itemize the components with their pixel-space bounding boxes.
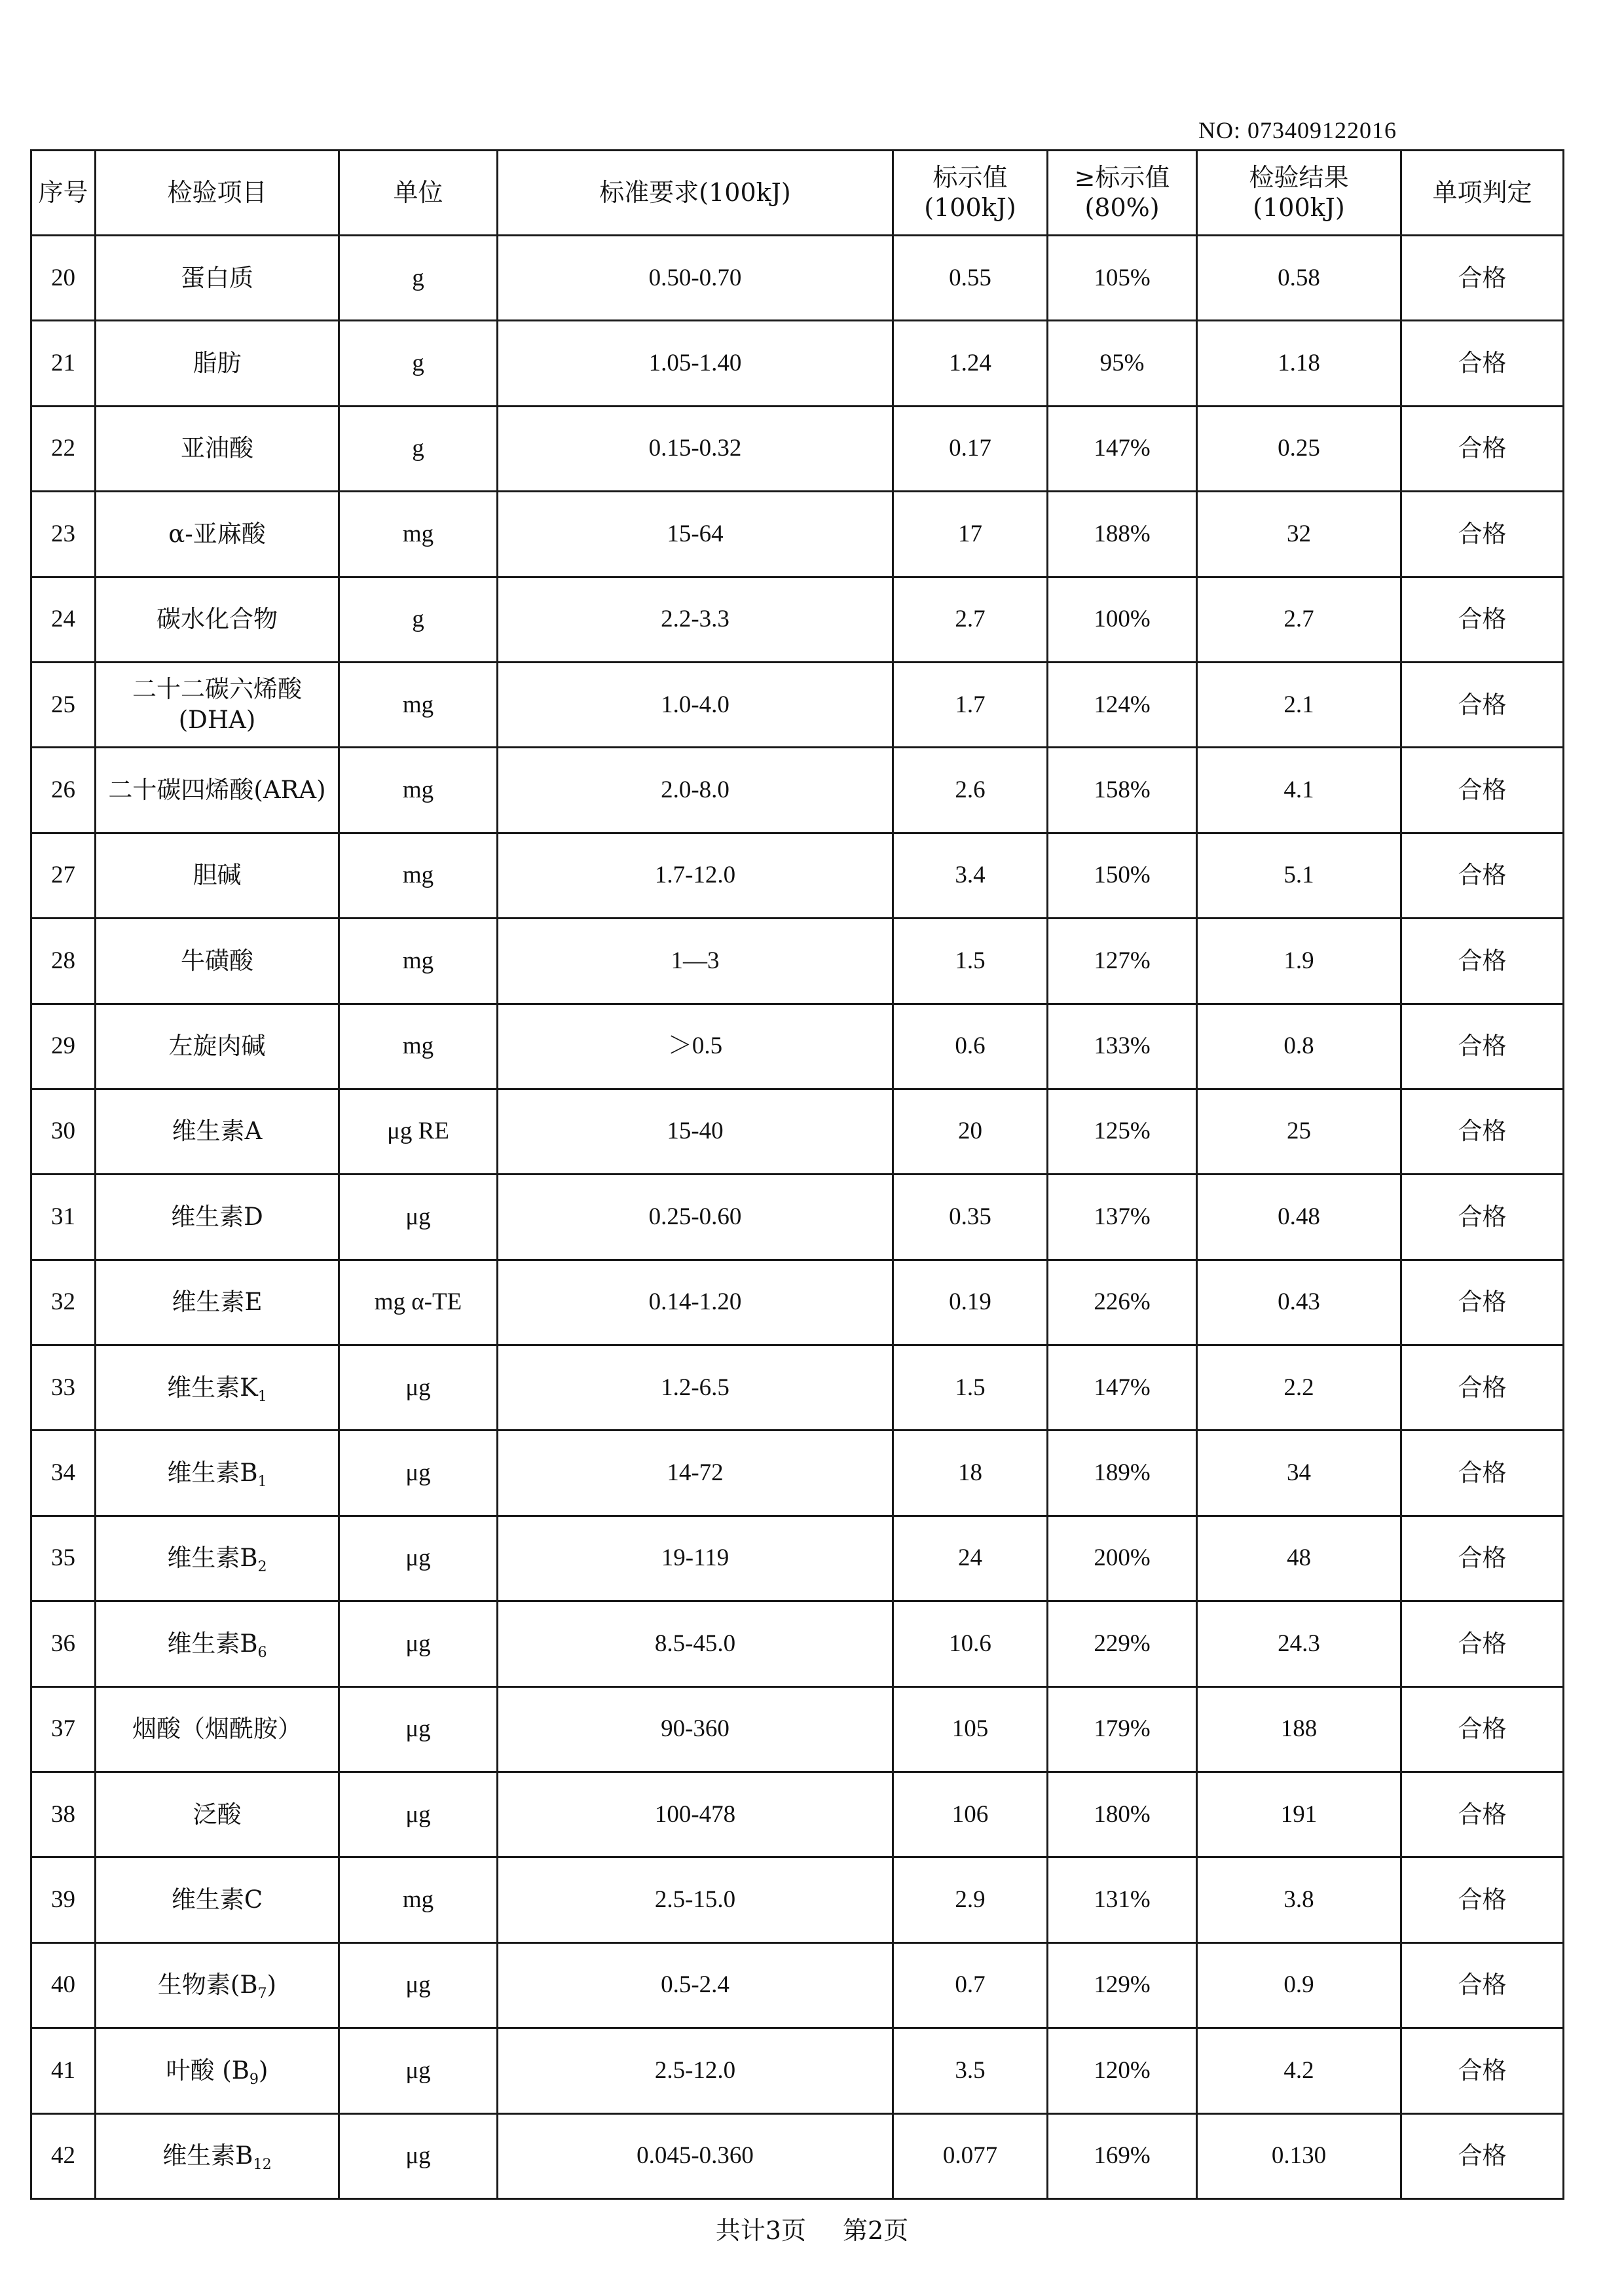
cell-seq: 41 (31, 2028, 96, 2113)
cell-result: 5.1 (1197, 833, 1401, 918)
cell-standard: 1.2-6.5 (498, 1345, 893, 1430)
header-result-line2: (100kJ) (1253, 192, 1345, 222)
cell-percent: 200% (1048, 1516, 1197, 1601)
item-name: 叶酸 (B (166, 2056, 249, 2085)
cell-unit: μg (339, 1175, 498, 1260)
cell-standard: 2.5-15.0 (498, 1857, 893, 1942)
cell-percent: 226% (1048, 1260, 1197, 1345)
cell-seq: 42 (31, 2113, 96, 2198)
cell-result: 191 (1197, 1772, 1401, 1857)
cell-result: 2.1 (1197, 662, 1401, 747)
cell-unit: mg (339, 662, 498, 747)
cell-standard: 19-119 (498, 1516, 893, 1601)
item-name: 烟酸（烟酰胺） (132, 1715, 302, 1743)
cell-verdict: 合格 (1401, 833, 1564, 918)
cell-percent: 95% (1048, 321, 1197, 406)
cell-seq: 34 (31, 1430, 96, 1516)
cell-declared: 106 (893, 1772, 1048, 1857)
cell-result: 0.58 (1197, 236, 1401, 321)
cell-seq: 23 (31, 492, 96, 577)
item-name: 泛酸 (193, 1800, 242, 1829)
cell-seq: 37 (31, 1686, 96, 1772)
item-name: α-亚麻酸 (168, 519, 266, 548)
cell-seq: 21 (31, 321, 96, 406)
item-name: 维生素A (172, 1117, 263, 1146)
cell-verdict: 合格 (1401, 492, 1564, 577)
cell-result: 0.9 (1197, 1942, 1401, 2028)
table-row (31, 919, 1564, 1004)
cell-declared: 18 (893, 1430, 1048, 1516)
cell-declared: 0.55 (893, 236, 1048, 321)
cell-result: 2.7 (1197, 577, 1401, 662)
cell-percent: 147% (1048, 406, 1197, 491)
table-body (31, 236, 1564, 2199)
cell-seq: 39 (31, 1857, 96, 1942)
cell-percent: 131% (1048, 1857, 1197, 1942)
cell-unit: mg (339, 919, 498, 1004)
item-name: 维生素E (172, 1288, 263, 1317)
cell-item (96, 406, 339, 491)
cell-seq: 40 (31, 1942, 96, 2028)
cell-unit: μg (339, 1601, 498, 1686)
cell-result: 4.1 (1197, 748, 1401, 833)
cell-standard: 0.15-0.32 (498, 406, 893, 491)
header-percent-line2: (80%) (1084, 192, 1160, 222)
cell-item (96, 577, 339, 662)
cell-declared: 0.7 (893, 1942, 1048, 2028)
current-page: 第2页 (843, 2216, 909, 2245)
header-result (1197, 151, 1401, 236)
cell-item (96, 2028, 339, 2113)
cell-verdict: 合格 (1401, 1772, 1564, 1857)
cell-unit: g (339, 406, 498, 491)
cell-verdict: 合格 (1401, 1430, 1564, 1516)
cell-seq: 24 (31, 577, 96, 662)
cell-seq: 20 (31, 236, 96, 321)
cell-item (96, 748, 339, 833)
cell-result: 24.3 (1197, 1601, 1401, 1686)
table-row (31, 236, 1564, 321)
header-item: 检验项目 (96, 151, 339, 236)
cell-declared: 2.6 (893, 748, 1048, 833)
cell-result: 0.43 (1197, 1260, 1401, 1345)
cell-item (96, 1175, 339, 1260)
item-name-line2: (DHA) (178, 705, 256, 734)
cell-percent: 127% (1048, 919, 1197, 1004)
item-subscript: 1 (257, 1387, 267, 1405)
cell-verdict: 合格 (1401, 236, 1564, 321)
cell-standard: 1.0-4.0 (498, 662, 893, 747)
cell-unit: g (339, 577, 498, 662)
cell-item (96, 492, 339, 577)
cell-result: 34 (1197, 1430, 1401, 1516)
cell-seq: 35 (31, 1516, 96, 1601)
inspection-results-table (30, 149, 1564, 2200)
cell-result: 2.2 (1197, 1345, 1401, 1430)
cell-declared: 1.7 (893, 662, 1048, 747)
cell-item (96, 321, 339, 406)
cell-standard: 15-64 (498, 492, 893, 577)
cell-standard: 1.05-1.40 (498, 321, 893, 406)
item-subscript: 9 (249, 2070, 259, 2088)
cell-item (96, 1601, 339, 1686)
cell-result: 0.25 (1197, 406, 1401, 491)
cell-item (96, 1942, 339, 2028)
cell-percent: 189% (1048, 1430, 1197, 1516)
cell-declared: 105 (893, 1686, 1048, 1772)
cell-declared: 0.6 (893, 1004, 1048, 1089)
table-row (31, 1430, 1564, 1516)
table-row (31, 1089, 1564, 1174)
total-pages: 共计3页 (715, 2216, 806, 2245)
item-subscript: 1 (257, 1472, 267, 1490)
cell-percent: 105% (1048, 236, 1197, 321)
cell-item (96, 1430, 339, 1516)
item-subscript: 2 (257, 1558, 267, 1576)
cell-result: 0.48 (1197, 1175, 1401, 1260)
cell-verdict: 合格 (1401, 406, 1564, 491)
item-name: 碳水化合物 (157, 605, 278, 634)
cell-result: 0.130 (1197, 2113, 1401, 2198)
table-header-row (31, 151, 1564, 236)
item-name: 维生素B (167, 1629, 258, 1658)
item-name: 二十二碳六烯酸 (132, 675, 302, 704)
cell-item (96, 236, 339, 321)
cell-standard: 0.14-1.20 (498, 1260, 893, 1345)
cell-declared: 20 (893, 1089, 1048, 1174)
cell-item (96, 919, 339, 1004)
cell-seq: 25 (31, 662, 96, 747)
cell-item (96, 1004, 339, 1089)
cell-percent: 129% (1048, 1942, 1197, 2028)
cell-seq: 29 (31, 1004, 96, 1089)
cell-result: 48 (1197, 1516, 1401, 1601)
cell-verdict: 合格 (1401, 1345, 1564, 1430)
header-standard: 标准要求(100kJ) (498, 151, 893, 236)
cell-percent: 169% (1048, 2113, 1197, 2198)
cell-declared: 0.19 (893, 1260, 1048, 1345)
item-name: 脂肪 (193, 348, 242, 377)
cell-verdict: 合格 (1401, 1516, 1564, 1601)
cell-declared: 24 (893, 1516, 1048, 1601)
item-name: 维生素B (167, 1459, 258, 1487)
header-percent-line1: ≥标示值 (1074, 162, 1170, 192)
item-subscript: 12 (253, 2155, 272, 2173)
table-row (31, 1260, 1564, 1345)
cell-declared: 2.9 (893, 1857, 1048, 1942)
cell-standard: 0.25-0.60 (498, 1175, 893, 1260)
cell-standard: 0.5-2.4 (498, 1942, 893, 2028)
cell-percent: 137% (1048, 1175, 1197, 1260)
cell-item (96, 662, 339, 747)
item-name: 亚油酸 (181, 434, 253, 463)
cell-declared: 3.4 (893, 833, 1048, 918)
cell-item (96, 1516, 339, 1601)
item-name: 左旋肉碱 (168, 1032, 266, 1061)
cell-verdict: 合格 (1401, 1686, 1564, 1772)
item-name: 牛磺酸 (181, 946, 253, 975)
cell-standard: 0.50-0.70 (498, 236, 893, 321)
cell-declared: 2.7 (893, 577, 1048, 662)
table-row (31, 2028, 1564, 2113)
header-seq: 序号 (31, 151, 96, 236)
item-name: 生物素(B (157, 1971, 258, 1999)
cell-verdict: 合格 (1401, 1857, 1564, 1942)
cell-unit: mg α-TE (339, 1260, 498, 1345)
table-row (31, 1345, 1564, 1430)
cell-unit: mg (339, 1857, 498, 1942)
cell-percent: 124% (1048, 662, 1197, 747)
cell-percent: 188% (1048, 492, 1197, 577)
cell-declared: 10.6 (893, 1601, 1048, 1686)
cell-unit: mg (339, 748, 498, 833)
cell-unit: μg RE (339, 1089, 498, 1174)
cell-result: 1.18 (1197, 321, 1401, 406)
cell-unit: μg (339, 1430, 498, 1516)
cell-standard: 2.5-12.0 (498, 2028, 893, 2113)
item-name: 维生素C (171, 1885, 263, 1914)
cell-standard: 1.7-12.0 (498, 833, 893, 918)
cell-unit: μg (339, 1345, 498, 1430)
item-subscript: 6 (257, 1643, 267, 1661)
cell-item (96, 1686, 339, 1772)
cell-verdict: 合格 (1401, 577, 1564, 662)
cell-verdict: 合格 (1401, 1175, 1564, 1260)
cell-verdict: 合格 (1401, 662, 1564, 747)
cell-declared: 3.5 (893, 2028, 1048, 2113)
table-row (31, 662, 1564, 747)
table-row (31, 1772, 1564, 1857)
cell-verdict: 合格 (1401, 2028, 1564, 2113)
header-declared (893, 151, 1048, 236)
cell-item (96, 2113, 339, 2198)
cell-standard: 90-360 (498, 1686, 893, 1772)
cell-percent: 100% (1048, 577, 1197, 662)
cell-percent: 229% (1048, 1601, 1197, 1686)
cell-item (96, 1260, 339, 1345)
cell-verdict: 合格 (1401, 1942, 1564, 2028)
report-number: NO: 073409122016 (1198, 117, 1397, 143)
header-declared-line2: (100kJ) (924, 192, 1016, 222)
item-name: 胆碱 (193, 861, 242, 890)
cell-percent: 133% (1048, 1004, 1197, 1089)
table-row (31, 577, 1564, 662)
cell-seq: 33 (31, 1345, 96, 1430)
cell-seq: 32 (31, 1260, 96, 1345)
cell-unit: μg (339, 2113, 498, 2198)
cell-seq: 36 (31, 1601, 96, 1686)
cell-result: 0.8 (1197, 1004, 1401, 1089)
cell-standard: 100-478 (498, 1772, 893, 1857)
header-result-line1: 检验结果 (1249, 162, 1349, 192)
cell-result: 32 (1197, 492, 1401, 577)
cell-declared: 17 (893, 492, 1048, 577)
cell-percent: 180% (1048, 1772, 1197, 1857)
cell-verdict: 合格 (1401, 1089, 1564, 1174)
cell-result: 1.9 (1197, 919, 1401, 1004)
table-row (31, 1601, 1564, 1686)
cell-verdict: 合格 (1401, 748, 1564, 833)
cell-unit: g (339, 321, 498, 406)
cell-seq: 30 (31, 1089, 96, 1174)
cell-seq: 27 (31, 833, 96, 918)
item-name: 二十碳四烯酸(ARA) (108, 775, 326, 804)
cell-standard: 15-40 (498, 1089, 893, 1174)
cell-seq: 38 (31, 1772, 96, 1857)
table-row (31, 2113, 1564, 2198)
table-row (31, 321, 1564, 406)
cell-declared: 1.5 (893, 919, 1048, 1004)
table-row (31, 1004, 1564, 1089)
cell-standard: 14-72 (498, 1430, 893, 1516)
table-row (31, 1857, 1564, 1942)
cell-unit: μg (339, 1516, 498, 1601)
header-unit: 单位 (339, 151, 498, 236)
cell-standard: 2.2-3.3 (498, 577, 893, 662)
item-suffix: ) (259, 2056, 268, 2085)
cell-unit: μg (339, 2028, 498, 2113)
cell-item (96, 1772, 339, 1857)
cell-seq: 26 (31, 748, 96, 833)
cell-standard: ＞0.5 (498, 1004, 893, 1089)
cell-percent: 125% (1048, 1089, 1197, 1174)
cell-item (96, 1345, 339, 1430)
header-declared-line1: 标示值 (932, 162, 1008, 192)
cell-unit: mg (339, 1004, 498, 1089)
cell-unit: g (339, 236, 498, 321)
cell-standard: 8.5-45.0 (498, 1601, 893, 1686)
cell-verdict: 合格 (1401, 1601, 1564, 1686)
cell-seq: 22 (31, 406, 96, 491)
cell-percent: 158% (1048, 748, 1197, 833)
cell-verdict: 合格 (1401, 2113, 1564, 2198)
cell-declared: 0.35 (893, 1175, 1048, 1260)
cell-result: 25 (1197, 1089, 1401, 1174)
cell-unit: μg (339, 1942, 498, 2028)
cell-verdict: 合格 (1401, 1260, 1564, 1345)
cell-standard: 0.045-0.360 (498, 2113, 893, 2198)
cell-unit: μg (339, 1772, 498, 1857)
table-row (31, 1686, 1564, 1772)
item-name: 维生素K (167, 1373, 258, 1402)
page-footer (0, 2210, 1624, 2247)
cell-result: 4.2 (1197, 2028, 1401, 2113)
cell-item (96, 1857, 339, 1942)
cell-result: 3.8 (1197, 1857, 1401, 1942)
cell-declared: 1.24 (893, 321, 1048, 406)
cell-unit: mg (339, 492, 498, 577)
table-row (31, 833, 1564, 918)
cell-seq: 31 (31, 1175, 96, 1260)
cell-percent: 179% (1048, 1686, 1197, 1772)
cell-percent: 147% (1048, 1345, 1197, 1430)
item-name: 维生素B (162, 2141, 253, 2170)
cell-item (96, 1089, 339, 1174)
table-row (31, 748, 1564, 833)
cell-unit: mg (339, 833, 498, 918)
cell-declared: 0.17 (893, 406, 1048, 491)
header-percent (1048, 151, 1197, 236)
table-row (31, 1175, 1564, 1260)
item-subscript: 7 (257, 1985, 267, 2003)
cell-declared: 0.077 (893, 2113, 1048, 2198)
cell-standard: 1—3 (498, 919, 893, 1004)
item-suffix: ) (267, 1971, 277, 1999)
table-row (31, 406, 1564, 491)
cell-declared: 1.5 (893, 1345, 1048, 1430)
cell-verdict: 合格 (1401, 1004, 1564, 1089)
item-name: 蛋白质 (181, 263, 253, 292)
cell-percent: 150% (1048, 833, 1197, 918)
cell-item (96, 833, 339, 918)
cell-result: 188 (1197, 1686, 1401, 1772)
cell-seq: 28 (31, 919, 96, 1004)
table-row (31, 1942, 1564, 2028)
cell-unit: μg (339, 1686, 498, 1772)
item-name: 维生素B (167, 1544, 258, 1573)
cell-verdict: 合格 (1401, 321, 1564, 406)
table-row (31, 492, 1564, 577)
cell-standard: 2.0-8.0 (498, 748, 893, 833)
cell-verdict: 合格 (1401, 919, 1564, 1004)
cell-percent: 120% (1048, 2028, 1197, 2113)
item-name: 维生素D (171, 1202, 263, 1231)
table-row (31, 1516, 1564, 1601)
header-verdict: 单项判定 (1401, 151, 1564, 236)
